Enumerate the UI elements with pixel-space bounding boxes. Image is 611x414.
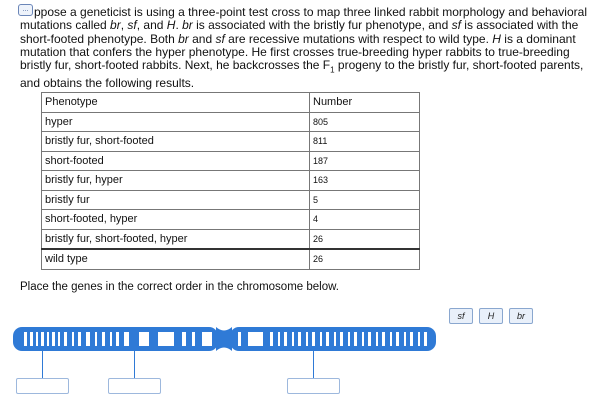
table-row bbox=[42, 249, 420, 269]
results-table bbox=[41, 92, 420, 270]
table-row bbox=[42, 132, 420, 152]
gene-token-bank bbox=[449, 308, 533, 324]
number-cell: 5 bbox=[310, 190, 420, 210]
chromosome-diagram bbox=[12, 324, 438, 354]
phenotype-cell: bristly fur, hyper bbox=[42, 171, 310, 191]
phenotype-cell: short-footed, hyper bbox=[42, 210, 310, 230]
table-header-row bbox=[42, 93, 420, 113]
drop-leader-line-1 bbox=[42, 350, 43, 378]
table-row bbox=[42, 171, 420, 191]
gene-token-H[interactable]: H bbox=[479, 308, 503, 324]
number-cell: 26 bbox=[310, 249, 420, 269]
phenotype-cell: short-footed bbox=[42, 151, 310, 171]
number-cell: 811 bbox=[310, 132, 420, 152]
drop-leader-line-2 bbox=[134, 350, 135, 378]
chromosome-centromere bbox=[216, 327, 232, 351]
table-row bbox=[42, 210, 420, 230]
number-cell: 163 bbox=[310, 171, 420, 191]
number-cell: 805 bbox=[310, 112, 420, 132]
gene-drop-target-3[interactable] bbox=[287, 378, 340, 394]
phenotype-cell: wild type bbox=[42, 249, 310, 269]
instruction-text: Place the genes in the correct order in the chromosome below. bbox=[20, 281, 339, 293]
table-row bbox=[42, 229, 420, 249]
comment-bubble-icon[interactable]: ... bbox=[18, 4, 33, 16]
number-cell: 26 bbox=[310, 229, 420, 249]
table-row bbox=[42, 190, 420, 210]
question-text: ppose a geneticist is using a three-point test cross to map three linked rabbit morphology and behavioral mutations called br, sf, and H. br is associated with the bristly fur phenotype, and sf is associated with the short-footed phenotype. Both br and sf are recessive mutations with respect to wild type. H is a dominant mutation that confers the hyper phenotype. He first crosses true-breeding hyper rabbits to true-breeding bristly fur, short-footed rabbits. Next, he backcrosses the $F_1$ progeny to the bristly fur, short-footed parents, and obtains the following results. bbox=[20, 5, 587, 90]
table-row bbox=[42, 151, 420, 171]
phenotype-cell: hyper bbox=[42, 112, 310, 132]
phenotype-cell: bristly fur, short-footed, hyper bbox=[42, 229, 310, 249]
gene-drop-target-1[interactable] bbox=[16, 378, 69, 394]
phenotype-cell: bristly fur bbox=[42, 190, 310, 210]
phenotype-cell: bristly fur, short-footed bbox=[42, 132, 310, 152]
header-number: Number bbox=[310, 93, 420, 113]
gene-drop-target-2[interactable] bbox=[108, 378, 161, 394]
gene-token-br[interactable]: br bbox=[509, 308, 533, 324]
gene-token-sf[interactable]: sf bbox=[449, 308, 473, 324]
drop-leader-line-3 bbox=[313, 350, 314, 378]
header-phenotype: Phenotype bbox=[42, 93, 310, 113]
number-cell: 187 bbox=[310, 151, 420, 171]
number-cell: 4 bbox=[310, 210, 420, 230]
table-row bbox=[42, 112, 420, 132]
